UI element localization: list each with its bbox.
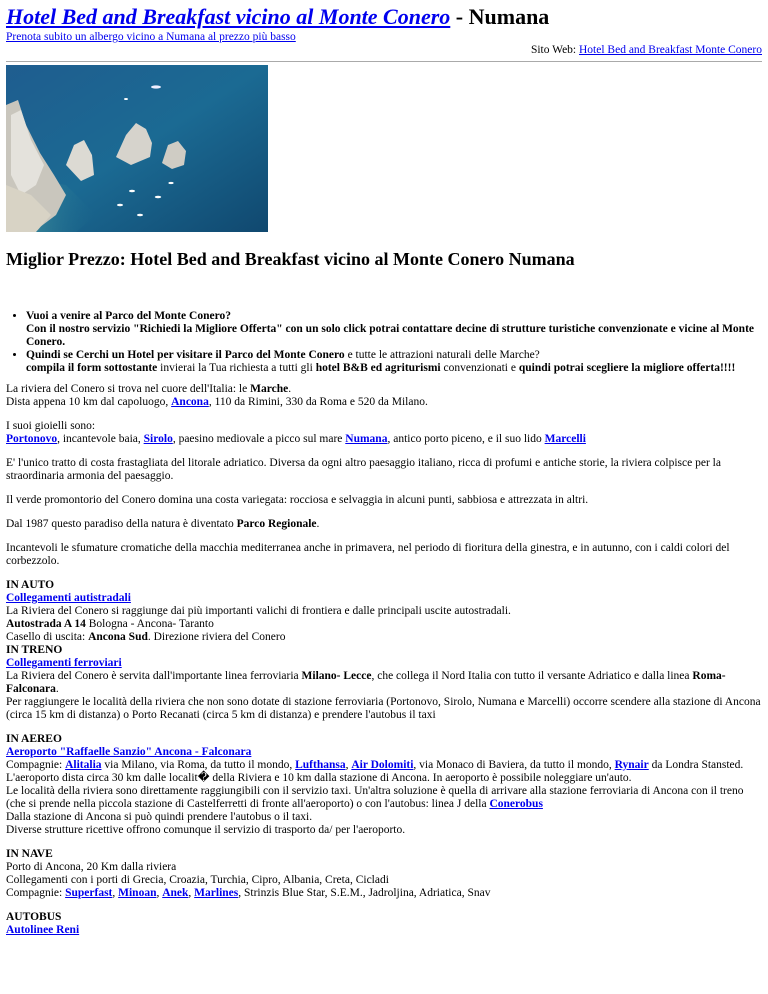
- bold-text: Autostrada A 14: [6, 618, 86, 630]
- text: ,: [112, 887, 119, 899]
- bullet2-bold: quindi potrai scegliere la migliore offerta!!!!: [518, 362, 736, 374]
- text: Dalla stazione di Ancona si può quindi prendere l'autobus o il taxi.: [6, 811, 313, 823]
- link-autostradali[interactable]: [6, 592, 131, 604]
- paragraph-promontory: Il verde promontorio del Conero domina una costa variegata: rocciosa e selvaggia in alcuni punti, sabbiosa e attrezzata in altri.: [6, 494, 589, 506]
- text: , antico porto piceno, e il suo lido: [387, 433, 545, 445]
- bullet2-bold: hotel B&B ed agriturismi: [315, 362, 441, 374]
- text: ,: [188, 887, 195, 899]
- text: .: [288, 383, 292, 395]
- section-title: IN AEREO: [6, 733, 62, 745]
- site-link[interactable]: Hotel Bed and Breakfast Monte Conero: [579, 44, 762, 56]
- bullet1-line1: Vuoi a venire al Parco del Monte Conero?: [26, 310, 231, 322]
- link-text: Anek: [162, 887, 189, 899]
- paragraph-coast: E' l'unico tratto di costa frastagliata del litorale adriatico. Diversa da ogni altro paesaggio italiano, ricca di profumi e antiche storie, la riviera colpisce per la straordinaria armonia del paesaggio.: [6, 457, 721, 482]
- link-text: Autolinee Reni: [6, 924, 80, 936]
- link-text: Collegamenti ferroviari: [6, 657, 122, 669]
- link-text: Conerobus: [489, 798, 543, 810]
- bold-text: Milano- Lecce: [301, 670, 372, 682]
- text: Porto di Ancona, 20 Km dalla riviera: [6, 861, 177, 873]
- page-title: [6, 4, 762, 30]
- link-text: Aeroporto "Raffaelle Sanzio" Ancona - Falconara: [6, 746, 252, 758]
- promo-list: [6, 310, 762, 375]
- text: La Riviera del Conero si raggiunge dai più importanti valichi di frontiera e dalle principali uscite autostradali.: [6, 605, 511, 617]
- link-text: Ancona: [171, 396, 209, 408]
- text: , Strinzis Blue Star, S.E.M., Jadroljina, Adriatica, Snav: [238, 887, 491, 899]
- text: .: [316, 518, 320, 530]
- link-rynair[interactable]: [615, 759, 649, 771]
- main-heading: Miglior Prezzo: Hotel Bed and Breakfast vicino al Monte Conero Numana: [6, 249, 575, 269]
- link-text: Portonovo: [6, 433, 58, 445]
- text: Per raggiungere le località della riviera che non sono dotate di stazione ferroviaria (Portonovo, Sirolo, Numana e Marcelli) occorre scendere alla stazione di Ancona (circa 15 km di distanza) o Porto Recanati (circa 5 km di distanza) e prendere l'autobus il taxi: [6, 696, 761, 721]
- link-text: Minoan: [118, 887, 157, 899]
- link-air-dolomiti[interactable]: [351, 759, 413, 771]
- bullet2-text: convenzionati e: [440, 362, 519, 374]
- text: . Direzione riviera del Conero: [147, 631, 286, 643]
- bullet2-text: invierai la Tua richiesta a tutti gli: [157, 362, 316, 374]
- text: Compagnie:: [6, 759, 66, 771]
- text: Bologna - Ancona- Taranto: [85, 618, 214, 630]
- paragraph-colors: Incantevoli le sfumature cromatiche della macchia mediterranea anche in primavera, nel periodo di fioritura della ginestra, e in autunno, con i caldi colori del corbezzolo.: [6, 542, 730, 567]
- list-item: [26, 310, 762, 349]
- link-marlines[interactable]: [194, 887, 238, 899]
- link-ancona[interactable]: [171, 396, 209, 408]
- bullet2-bold: compila il form sottostante: [26, 362, 158, 374]
- link-text: Lufthansa: [295, 759, 346, 771]
- paragraph-gems: [6, 420, 762, 446]
- link-alitalia[interactable]: [65, 759, 101, 771]
- coast-photo: [6, 65, 268, 232]
- text: , che collega il Nord Italia con tutto il versante Adriatico e dalla linea: [371, 670, 693, 682]
- text: Compagnie:: [6, 887, 66, 899]
- link-text: Sirolo: [143, 433, 173, 445]
- link-text: Marcelli: [544, 433, 586, 445]
- link-text: Rynair: [614, 759, 649, 771]
- paragraph-location: [6, 383, 762, 409]
- section-title: IN TRENO: [6, 644, 63, 656]
- title-suffix: - Numana: [455, 4, 550, 29]
- text: L'aeroporto dista circa 30 km dalle localit� della Riviera e 10 km dalla stazione di Ancona. In aeroporto è possibile noleggiare un'auto.: [6, 772, 632, 784]
- text: da Londra Stansted.: [648, 759, 744, 771]
- text: , paesino mediovale a picco sul mare: [172, 433, 346, 445]
- section-auto: [6, 579, 762, 722]
- title-link[interactable]: Hotel Bed and Breakfast vicino al Monte Conero: [6, 4, 451, 29]
- subtitle-link[interactable]: Prenota subito un albergo vicino a Numana al prezzo più basso: [6, 31, 296, 43]
- section-title: AUTOBUS: [6, 911, 62, 923]
- link-ferroviari[interactable]: [6, 657, 122, 669]
- text: Diverse strutture ricettive offrono comunque il servizio di trasporto da/ per l'aeroporto.: [6, 824, 406, 836]
- divider: [6, 61, 762, 62]
- text: .: [55, 683, 59, 695]
- bold-text: Roma-Falconara: [6, 670, 726, 695]
- link-conerobus[interactable]: [489, 798, 542, 810]
- text: via Milano, via Roma, da tutto il mondo,: [101, 759, 296, 771]
- site-label: Sito Web:: [530, 44, 577, 56]
- section-title: IN AUTO: [6, 579, 55, 591]
- link-superfast[interactable]: [65, 887, 112, 899]
- link-lufthansa[interactable]: [295, 759, 346, 771]
- text: ,: [156, 887, 163, 899]
- link-minoan[interactable]: [118, 887, 156, 899]
- link-text: Marlines: [194, 887, 239, 899]
- text: Collegamenti con i porti di Grecia, Croazia, Turchia, Cipro, Albania, Creta, Cicladi: [6, 874, 389, 886]
- section-title: IN NAVE: [6, 848, 53, 860]
- text: ,: [345, 759, 352, 771]
- text: , 110 da Rimini, 330 da Roma e 520 da Milano.: [208, 396, 428, 408]
- text: La Riviera del Conero è servita dall'importante linea ferroviaria: [6, 670, 302, 682]
- section-autobus: [6, 911, 762, 937]
- text: Casello di uscita:: [6, 631, 89, 643]
- link-autolinee-reni[interactable]: [6, 924, 79, 936]
- section-aereo: [6, 733, 762, 837]
- site-line: [6, 44, 762, 57]
- link-numana[interactable]: [345, 433, 387, 445]
- paragraph-park: [6, 518, 762, 531]
- link-text: Alitalia: [65, 759, 102, 771]
- link-anek[interactable]: [162, 887, 188, 899]
- bullet2-text: e tutte le attrazioni naturali delle Marche?: [344, 349, 540, 361]
- link-portonovo[interactable]: [6, 433, 57, 445]
- bold-text: Parco Regionale: [236, 518, 317, 530]
- text: Le località della riviera sono direttamente raggiungibili con il servizio taxi. Un'altra soluzione è quella di arrivare alla stazione ferroviaria di Ancona con il treno (che si prende nella piccola stazione di Castelferretti di fronte all'aeroporto) o con l'autobus: linea J della: [6, 785, 744, 810]
- text: , via Monaco di Baviera, da tutto il mondo,: [413, 759, 615, 771]
- text: , incantevole baia,: [57, 433, 144, 445]
- link-text: Collegamenti autistradali: [6, 592, 131, 604]
- text: La riviera del Conero si trova nel cuore dell'Italia: le: [6, 383, 251, 395]
- link-text: Air Dolomiti: [351, 759, 414, 771]
- link-text: Numana: [345, 433, 388, 445]
- text: I suoi gioielli sono:: [6, 420, 96, 432]
- bold-text: Ancona Sud: [88, 631, 148, 643]
- section-nave: [6, 848, 762, 900]
- bullet1-line2: Con il nostro servizio "Richiedi la Migliore Offerta" con un solo click potrai contattare decine di strutture turistiche convenzionate e vicine al Monte Conero.: [26, 323, 755, 348]
- bold-text: Marche: [250, 383, 289, 395]
- link-sirolo[interactable]: [144, 433, 173, 445]
- link-marcelli[interactable]: [545, 433, 586, 445]
- page-header: [6, 0, 762, 62]
- text: Dal 1987 questo paradiso della natura è diventato: [6, 518, 237, 530]
- text: Dista appena 10 km dal capoluogo,: [6, 396, 172, 408]
- bullet2-bold: Quindi se Cerchi un Hotel per visitare il Parco del Monte Conero: [26, 349, 345, 361]
- link-aeroporto[interactable]: [6, 746, 251, 758]
- list-item: [26, 349, 762, 375]
- link-text: Superfast: [65, 887, 113, 899]
